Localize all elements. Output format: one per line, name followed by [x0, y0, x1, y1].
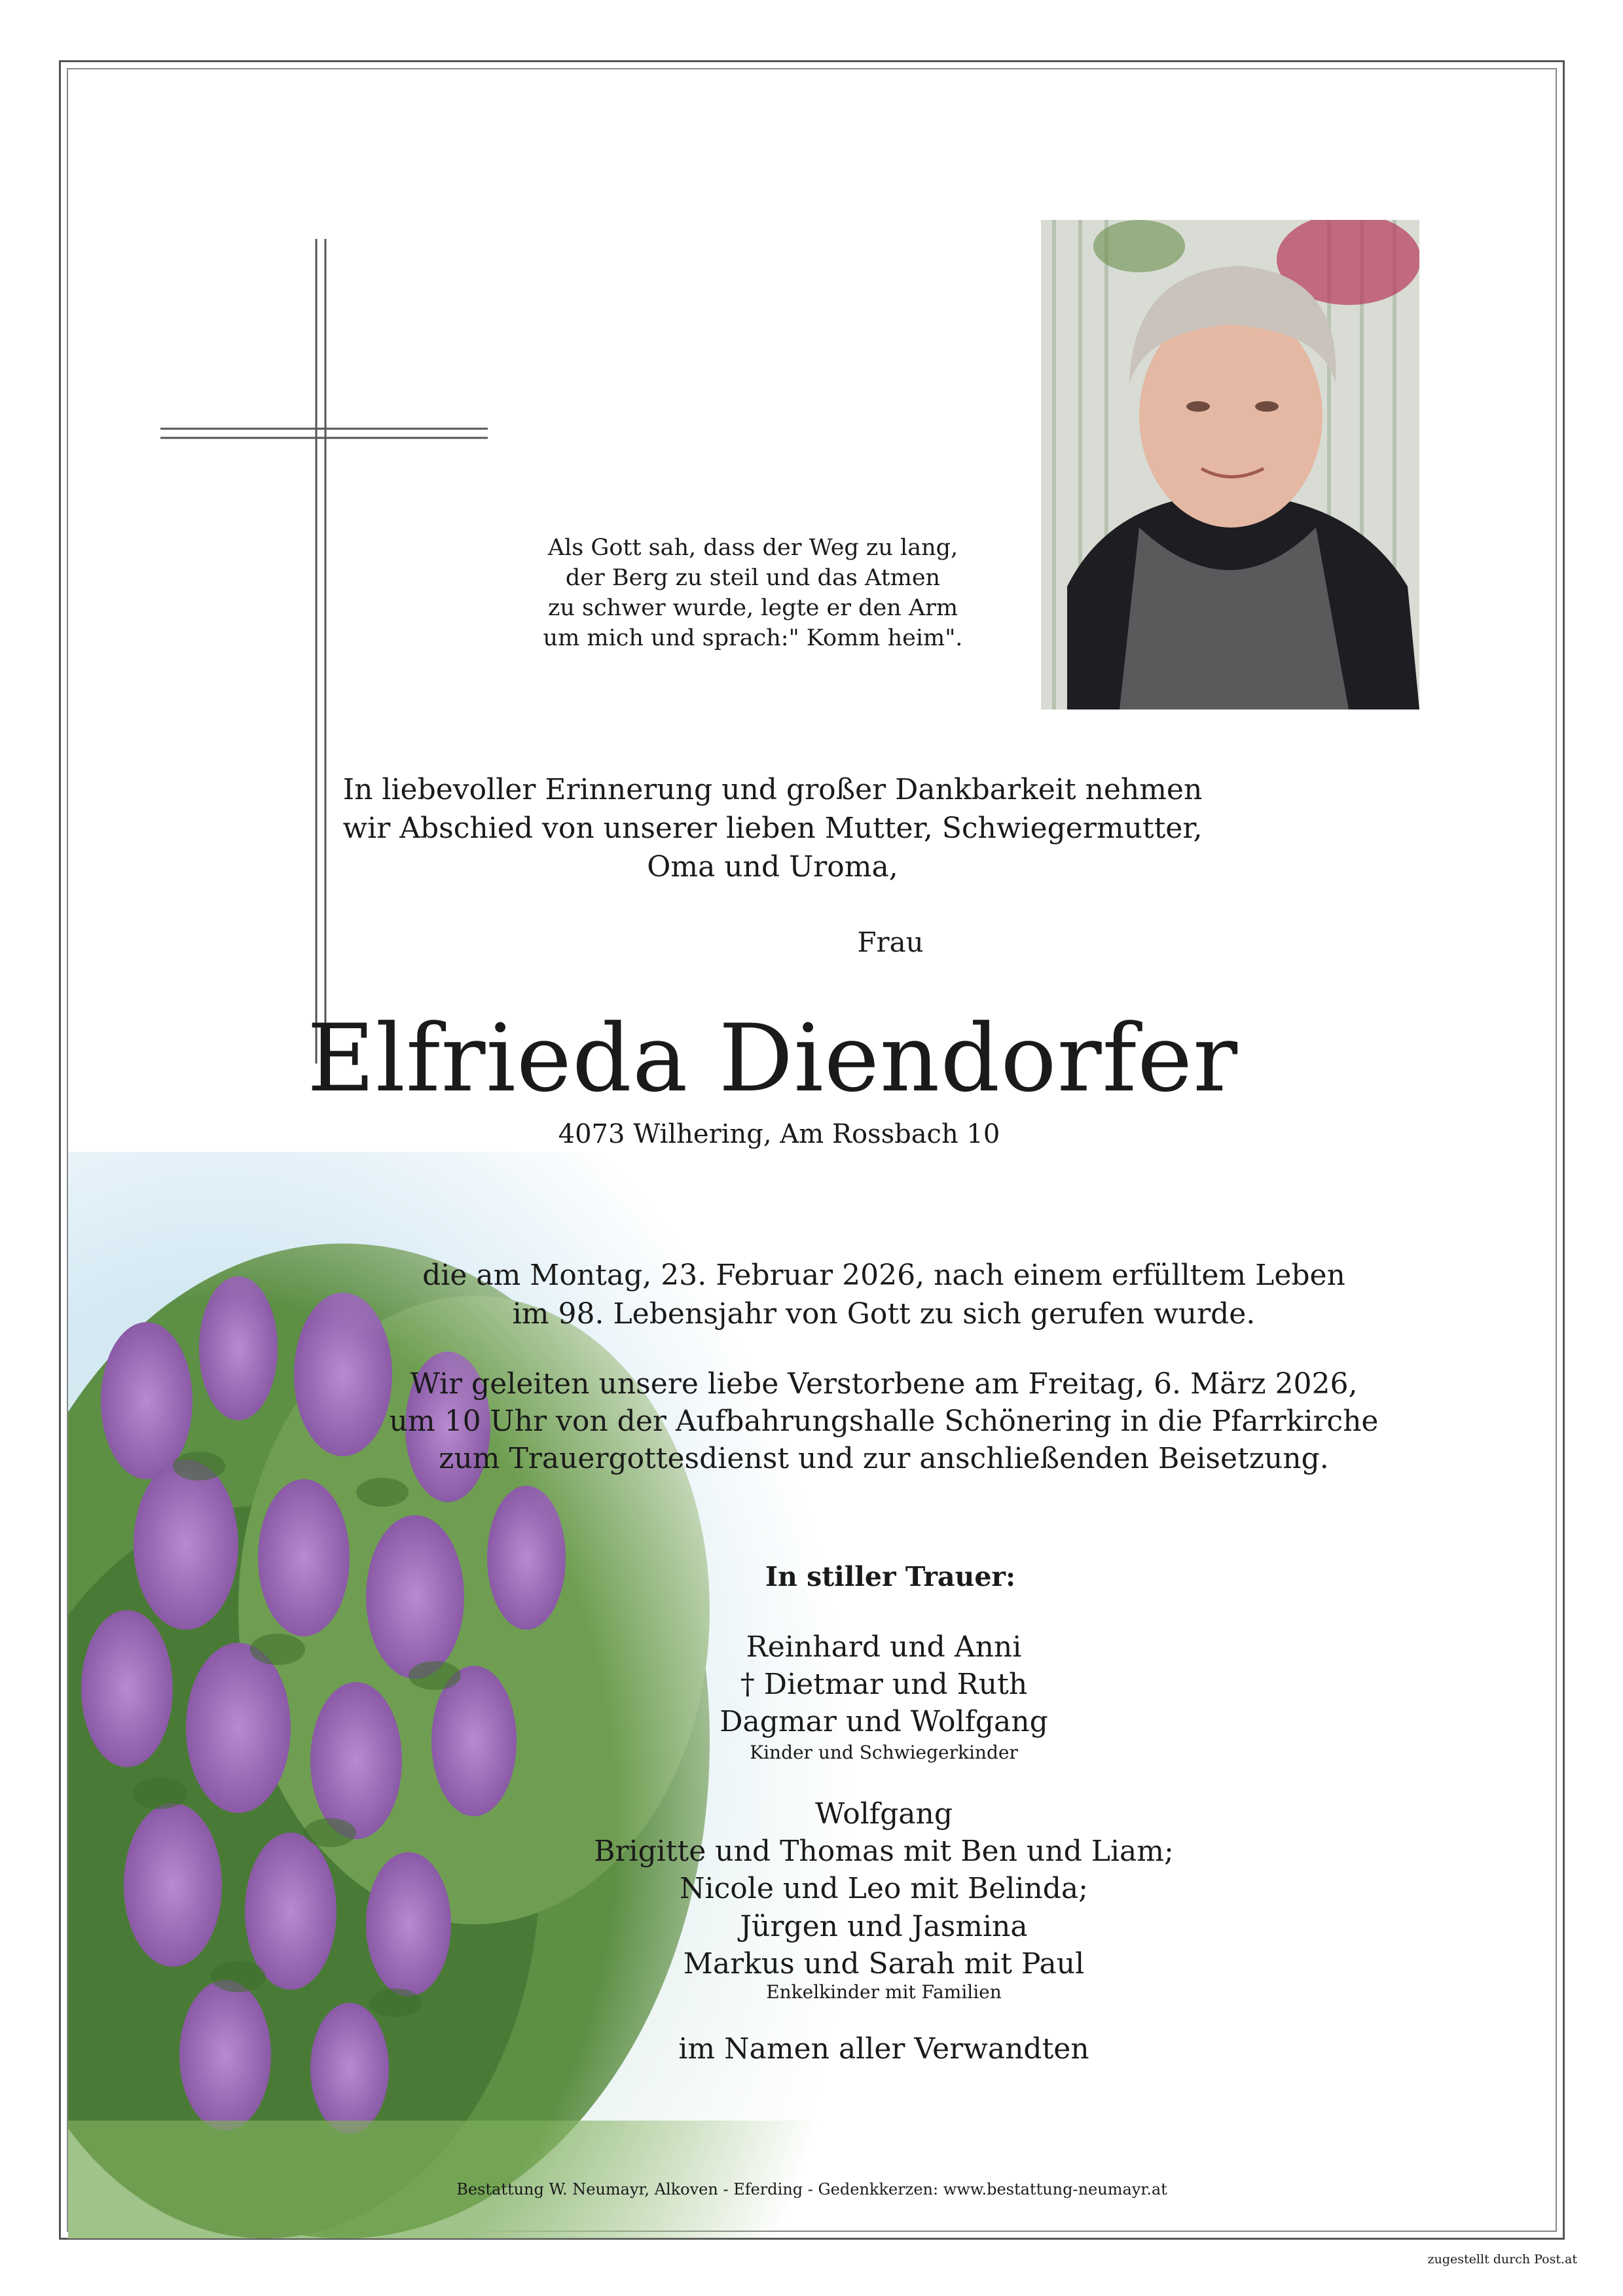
funeral-line: zum Trauergottesdienst und zur anschließenden Beisetzung. — [439, 1442, 1329, 1476]
grandchildren-list — [498, 1795, 1270, 1982]
verse-line: zu schwer wurde, legte er den Arm — [547, 594, 958, 621]
intro-line: Oma und Uroma, — [647, 850, 898, 884]
mourning-heading: In stiller Trauer: — [765, 1561, 1016, 1592]
deceased-address: 4073 Wilhering, Am Rossbach 10 — [558, 1119, 1000, 1149]
death-line: die am Montag, 23. Februar 2026, nach einem erfülltem Leben — [422, 1259, 1345, 1292]
family-line: Reinhard und Anni — [746, 1630, 1022, 1664]
death-line: im 98. Lebensjahr von Gott zu sich gerufen wurde. — [512, 1297, 1256, 1331]
funeral-home-footer: Bestattung W. Neumayr, Alkoven - Eferding - Gedenkkerzen: www.bestattung-neumayr.at — [456, 2180, 1167, 2198]
family-line: Nicole und Leo mit Belinda; — [680, 1872, 1088, 1906]
family-line: Brigitte und Thomas mit Ben und Liam; — [594, 1835, 1174, 1869]
children-list — [498, 1628, 1270, 1741]
verse-line: der Berg zu steil und das Atmen — [565, 564, 941, 591]
memorial-verse — [498, 533, 1008, 653]
closing-line: im Namen aller Verwandten — [678, 2032, 1089, 2066]
family-line: Jürgen und Jasmina — [740, 1909, 1028, 1943]
intro-line: In liebevoller Erinnerung und großer Dankbarkeit nehmen — [342, 773, 1203, 806]
portrait-photo — [1041, 220, 1419, 709]
cross-icon — [160, 239, 488, 1064]
family-line: Wolfgang — [815, 1797, 953, 1831]
salutation: Frau — [857, 926, 924, 958]
family-line: Markus und Sarah mit Paul — [683, 1946, 1085, 1981]
death-notice — [249, 1257, 1519, 1334]
deceased-name: Elfrieda Diendorfer — [306, 1005, 1239, 1113]
intro-line: wir Abschied von unserer lieben Mutter, Schwiegermutter, — [342, 811, 1203, 845]
family-line: Dagmar und Wolfgang — [720, 1705, 1048, 1739]
delivery-note: zugestellt durch Post.at — [1427, 2252, 1577, 2267]
grandchildren-caption: Enkelkinder mit Familien — [766, 1981, 1002, 2003]
funeral-notice — [249, 1365, 1519, 1478]
funeral-line: um 10 Uhr von der Aufbahrungshalle Schönering in die Pfarrkirche — [389, 1405, 1379, 1439]
intro-text — [223, 771, 1322, 887]
verse-line: um mich und sprach:" Komm heim". — [543, 624, 963, 651]
children-caption: Kinder und Schwiegerkinder — [750, 1742, 1018, 1763]
verse-line: Als Gott sah, dass der Weg zu lang, — [547, 535, 958, 561]
family-line: † Dietmar und Ruth — [740, 1668, 1028, 1702]
funeral-line: Wir geleiten unsere liebe Verstorbene am Freitag, 6. März 2026, — [410, 1367, 1358, 1401]
